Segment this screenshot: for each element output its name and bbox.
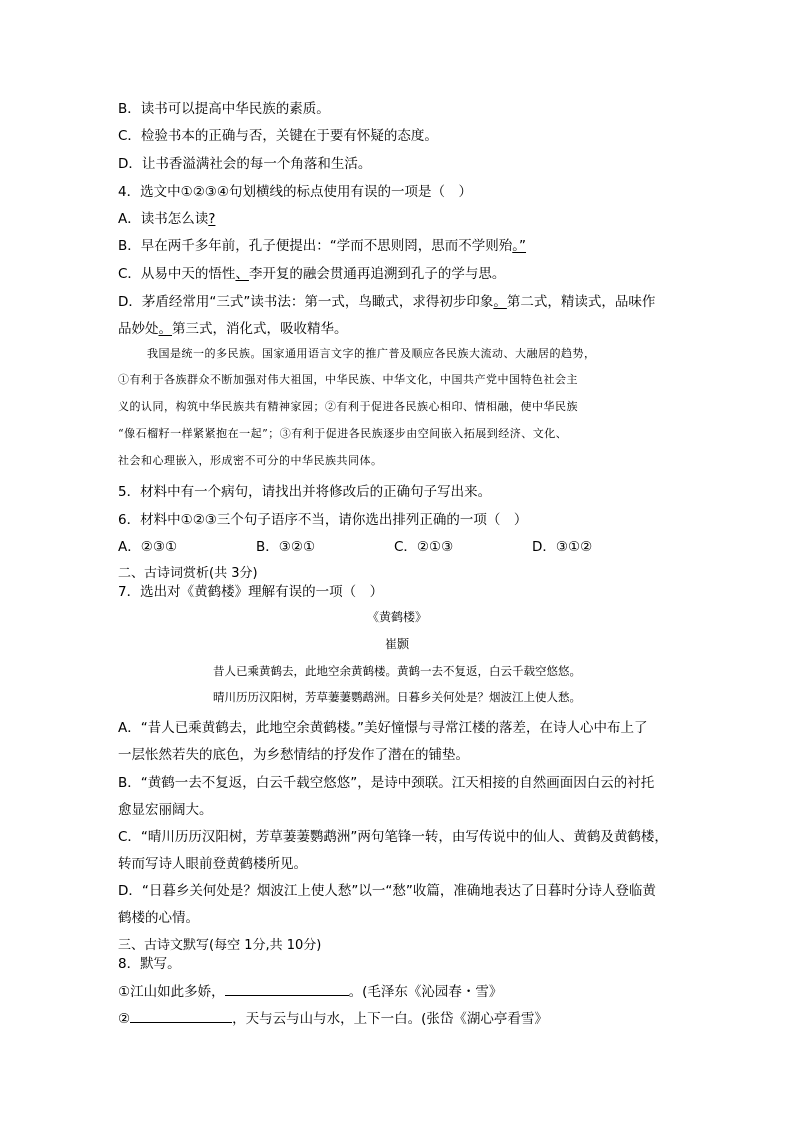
line-b: B．读书可以提高中华民族的素质。 <box>118 101 330 117</box>
text: B．早在两千多年前，孔子便提出：“学而不思则罔，思而不学则殆 <box>118 238 513 254</box>
text: C．从易中天的悟性 <box>118 266 236 282</box>
answer-blank[interactable] <box>130 1010 232 1023</box>
text: 第三式，消化式，吸收精华。 <box>172 321 348 337</box>
q6-option: B．③②① <box>256 539 316 555</box>
text: ，天与云与山与水，上下一白。(张岱《湖心亭看雪》 <box>232 1011 548 1027</box>
q6-option: A．②③① <box>118 539 178 555</box>
underlined-mark: 。 <box>158 321 172 337</box>
poem-line: 晴川历历汉阳树，芳草萋萋鹦鹉洲。日暮乡关何处是？烟波江上使人愁。 <box>213 690 581 704</box>
poem-author: 崔颢 <box>384 637 409 651</box>
poem-title: 《黄鹤楼》 <box>366 610 427 624</box>
q6-options <box>118 535 670 555</box>
line-d: D．让书香溢满社会的每一个角落和生活。 <box>118 156 372 172</box>
underlined-mark: 。 <box>493 294 507 310</box>
q4-option-d-line2 <box>118 317 348 337</box>
text: ①江山如此多娇， <box>118 984 225 1000</box>
q7-option-line: 愈显宏丽阔大。 <box>118 802 213 818</box>
passage-line: 我国是统一的多民族。国家通用语言文字的推广普及顺应各民族大流动、大融居的趋势， <box>147 347 596 360</box>
passage-line: ①有利于各族群众不断加强对伟大祖国，中华民族、中华文化，中国共产党中国特色社会主 <box>118 373 578 386</box>
q8-item-1 <box>118 980 502 1000</box>
q4-option-c <box>118 262 505 282</box>
passage-line: “像石榴籽一样紧紧抱在一起”；③有利于促进各民族逐步由空间嵌入拓展到经济、文化、 <box>118 427 568 440</box>
q6-option: D．③①② <box>532 539 593 555</box>
q7-option-line: A．“昔人已乘黄鹤去，此地空余黄鹤楼。”美好憧憬与寻常江楼的落差，在诗人心中布上了 <box>118 720 648 736</box>
q4-option-a <box>118 207 215 227</box>
q7-option-line: 鹤楼的心情。 <box>118 910 199 926</box>
answer-blank[interactable] <box>225 983 349 996</box>
section-3-heading: 三、古诗文默写(每空 1分,共 10分) <box>118 938 322 953</box>
q7-option-line: 转而写诗人眼前登黄鹤楼所见。 <box>118 856 307 872</box>
q6-option: C．②①③ <box>394 539 454 555</box>
q4-option-d-line1 <box>118 290 655 310</box>
q7-option-line: B．“黄鹤一去不复返，白云千载空悠悠”，是诗中颈联。江天相接的自然画面因白云的衬托 <box>118 775 655 791</box>
question-8: 8．默写。 <box>118 956 181 972</box>
text: D．茅盾经常用“三式”读书法：第一式，鸟瞰式，求得初步印象 <box>118 294 494 310</box>
text: 第二式，精读式，品味作 <box>506 294 656 310</box>
section-2-heading: 二、古诗词赏析(共 3分) <box>118 566 258 581</box>
question-6: 6．材料中①②③三个句子语序不当，请你选出排列正确的一项（ ） <box>118 512 528 528</box>
q7-option-line: D．“日暮乡关何处是？烟波江上使人愁”以一“愁”收篇，准确地表达了日暮时分诗人登临黄 <box>118 883 656 899</box>
q7-option-line: C．“晴川历历汉阳树，芳草萋萋鹦鹉洲”两句笔锋一转，由写传说中的仙人、黄鹤及黄鹤楼， <box>118 829 668 845</box>
q4-option-b <box>118 234 526 254</box>
text: 。(毛泽东《沁园春・雪》 <box>348 984 503 1000</box>
poem-line: 昔人已乘黄鹤去，此地空余黄鹤楼。黄鹤一去不复返，白云千载空悠悠。 <box>213 664 581 678</box>
q7-option-line: 一层怅然若失的底色，为乡愁情结的抒发作了潜在的铺垫。 <box>118 747 469 763</box>
text: ② <box>118 1011 131 1027</box>
underlined-mark: 。” <box>512 238 527 254</box>
text: 李开复的融会贯通再追溯到孔子的学与思。 <box>248 266 506 282</box>
underlined-mark: 、 <box>235 266 249 282</box>
text: A．读书怎么读 <box>118 211 209 227</box>
line-c: C．检验书本的正确与否，关键在于要有怀疑的态度。 <box>118 128 438 144</box>
passage-line: 义的认同，构筑中华民族共有精神家园；②有利于促进各民族心相印、情相融，使中华民族 <box>118 400 578 413</box>
q8-item-2 <box>118 1007 548 1027</box>
underlined-mark: ? <box>208 211 216 227</box>
question-7: 7．选出对《黄鹤楼》理解有误的一项（ ） <box>118 584 384 600</box>
question-4: 4．选文中①②③④句划横线的标点使用有误的一项是（ ） <box>118 184 472 200</box>
passage-line: 社会和心理嵌入，形成密不可分的中华民族共同体。 <box>118 454 383 467</box>
text: 品妙处 <box>118 321 159 337</box>
question-5: 5．材料中有一个病句，请找出并将修改后的正确句子写出来。 <box>118 484 492 500</box>
